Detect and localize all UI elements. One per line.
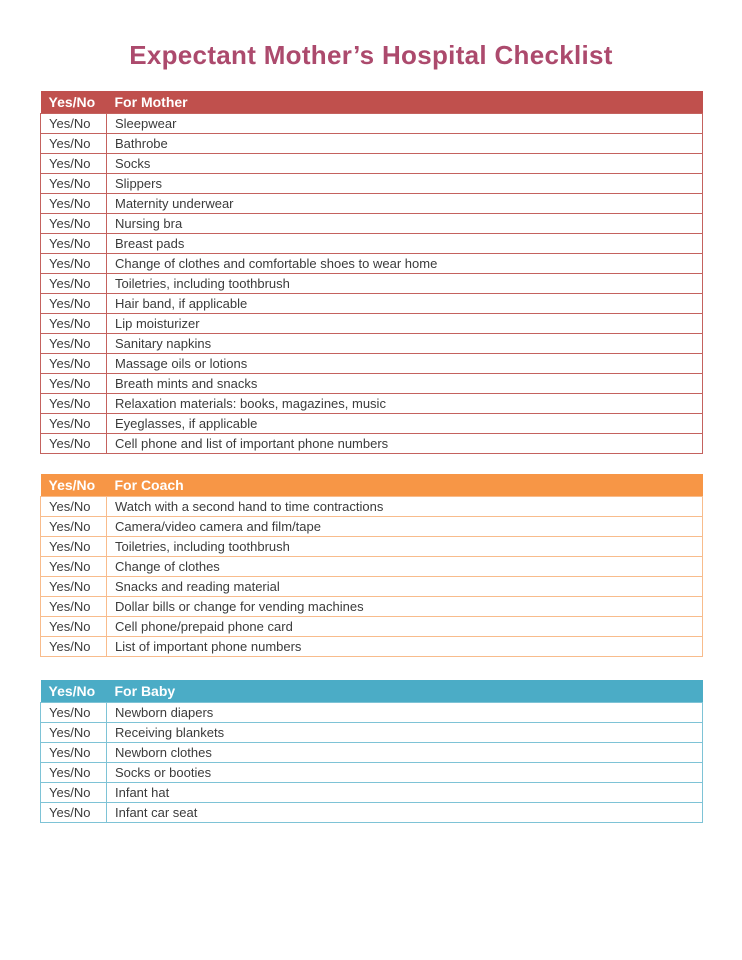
header-section-label: For Baby [107, 680, 703, 702]
yesno-cell: Yes/No [41, 516, 107, 536]
yesno-cell: Yes/No [41, 576, 107, 596]
yesno-cell: Yes/No [41, 113, 107, 133]
yesno-cell: Yes/No [41, 293, 107, 313]
table-row [41, 762, 703, 782]
item-cell: Socks or booties [107, 762, 703, 782]
yesno-cell: Yes/No [41, 173, 107, 193]
table-row [41, 433, 703, 453]
yesno-cell: Yes/No [41, 373, 107, 393]
item-cell: Breath mints and snacks [107, 373, 703, 393]
header-section-label: For Mother [107, 91, 703, 113]
table-row [41, 413, 703, 433]
page-title: Expectant Mother’s Hospital Checklist [129, 40, 613, 70]
yesno-cell: Yes/No [41, 233, 107, 253]
yesno-cell: Yes/No [41, 413, 107, 433]
header-section-label: For Coach [107, 474, 703, 496]
yesno-cell: Yes/No [41, 636, 107, 656]
yesno-cell: Yes/No [41, 433, 107, 453]
table-row [41, 133, 703, 153]
yesno-cell: Yes/No [41, 802, 107, 822]
item-cell: Toiletries, including toothbrush [107, 273, 703, 293]
item-cell: Cell phone/prepaid phone card [107, 616, 703, 636]
yesno-cell: Yes/No [41, 596, 107, 616]
table-row [41, 782, 703, 802]
item-cell: Cell phone and list of important phone numbers [107, 433, 703, 453]
item-cell: Socks [107, 153, 703, 173]
item-cell: Maternity underwear [107, 193, 703, 213]
header-yesno-label: Yes/No [41, 91, 107, 113]
item-cell: Breast pads [107, 233, 703, 253]
table-row [41, 213, 703, 233]
item-cell: Lip moisturizer [107, 313, 703, 333]
item-cell: Infant car seat [107, 802, 703, 822]
checklist-table-mother [40, 91, 703, 454]
table-row [41, 293, 703, 313]
yesno-cell: Yes/No [41, 253, 107, 273]
table-row [41, 536, 703, 556]
table-row [41, 596, 703, 616]
yesno-cell: Yes/No [41, 153, 107, 173]
table-row [41, 353, 703, 373]
item-cell: Infant hat [107, 782, 703, 802]
item-cell: Dollar bills or change for vending machines [107, 596, 703, 616]
item-cell: Relaxation materials: books, magazines, music [107, 393, 703, 413]
table-row [41, 722, 703, 742]
item-cell: Camera/video camera and film/tape [107, 516, 703, 536]
table-row [41, 313, 703, 333]
item-cell: Receiving blankets [107, 722, 703, 742]
table-row [41, 233, 703, 253]
yesno-cell: Yes/No [41, 536, 107, 556]
yesno-cell: Yes/No [41, 353, 107, 373]
item-cell: Newborn diapers [107, 702, 703, 722]
table-row [41, 556, 703, 576]
table-row [41, 616, 703, 636]
item-cell: Newborn clothes [107, 742, 703, 762]
table-header-row [41, 474, 703, 496]
yesno-cell: Yes/No [41, 782, 107, 802]
item-cell: Eyeglasses, if applicable [107, 413, 703, 433]
yesno-cell: Yes/No [41, 393, 107, 413]
header-yesno-label: Yes/No [41, 474, 107, 496]
yesno-cell: Yes/No [41, 273, 107, 293]
table-row [41, 742, 703, 762]
yesno-cell: Yes/No [41, 762, 107, 782]
table-row [41, 333, 703, 353]
item-cell: Snacks and reading material [107, 576, 703, 596]
item-cell: Nursing bra [107, 213, 703, 233]
yesno-cell: Yes/No [41, 496, 107, 516]
item-cell: Bathrobe [107, 133, 703, 153]
item-cell: Watch with a second hand to time contractions [107, 496, 703, 516]
yesno-cell: Yes/No [41, 556, 107, 576]
item-cell: Hair band, if applicable [107, 293, 703, 313]
yesno-cell: Yes/No [41, 193, 107, 213]
table-header-row [41, 91, 703, 113]
yesno-cell: Yes/No [41, 616, 107, 636]
table-row [41, 496, 703, 516]
table-row [41, 273, 703, 293]
table-row [41, 802, 703, 822]
yesno-cell: Yes/No [41, 742, 107, 762]
item-cell: Sleepwear [107, 113, 703, 133]
yesno-cell: Yes/No [41, 313, 107, 333]
checklist-table-baby [40, 680, 703, 823]
item-cell: List of important phone numbers [107, 636, 703, 656]
checklist-table-coach [40, 474, 703, 657]
table-row [41, 393, 703, 413]
table-row [41, 576, 703, 596]
table-row [41, 516, 703, 536]
table-row [41, 373, 703, 393]
table-header-row [41, 680, 703, 702]
yesno-cell: Yes/No [41, 213, 107, 233]
table-row [41, 253, 703, 273]
table-row [41, 193, 703, 213]
item-cell: Massage oils or lotions [107, 353, 703, 373]
table-row [41, 113, 703, 133]
yesno-cell: Yes/No [41, 333, 107, 353]
header-yesno-label: Yes/No [41, 680, 107, 702]
table-row [41, 702, 703, 722]
yesno-cell: Yes/No [41, 702, 107, 722]
item-cell: Sanitary napkins [107, 333, 703, 353]
table-row [41, 153, 703, 173]
item-cell: Toiletries, including toothbrush [107, 536, 703, 556]
yesno-cell: Yes/No [41, 133, 107, 153]
yesno-cell: Yes/No [41, 722, 107, 742]
item-cell: Slippers [107, 173, 703, 193]
item-cell: Change of clothes [107, 556, 703, 576]
table-row [41, 173, 703, 193]
table-row [41, 636, 703, 656]
item-cell: Change of clothes and comfortable shoes to wear home [107, 253, 703, 273]
